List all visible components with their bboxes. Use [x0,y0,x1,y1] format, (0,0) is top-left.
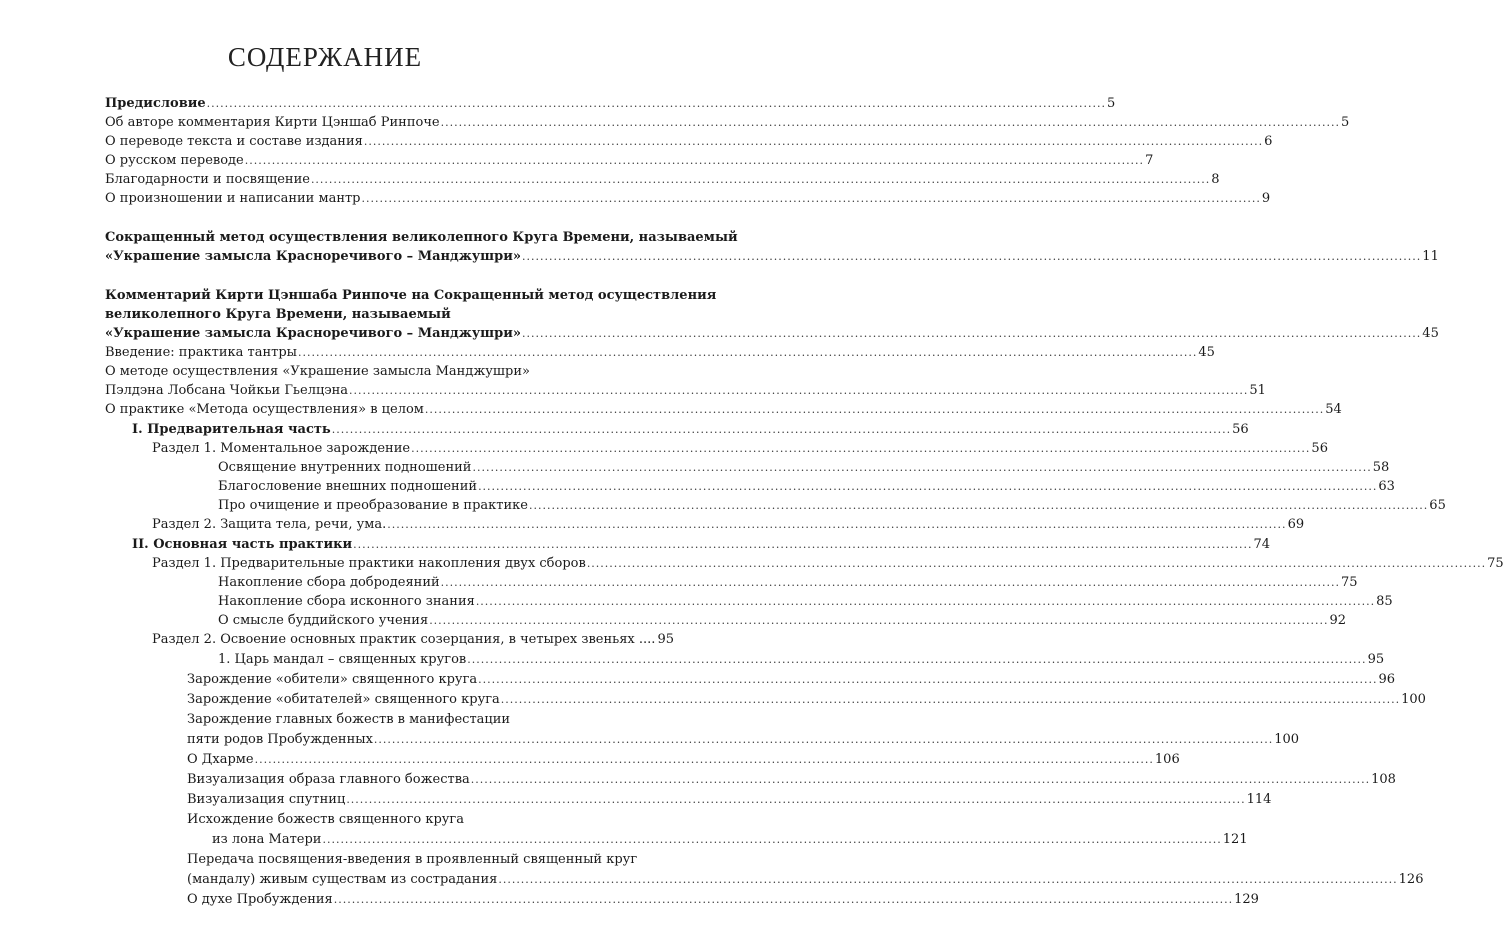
toc-page-number: 85 [1376,594,1393,609]
toc-label: Про очищение и преобразование в практике [218,498,528,513]
dot-leader: ........................................................................................................................................................................................................ [528,499,1429,512]
toc-page-number: 7 [1145,153,1154,168]
toc-label: Зарождение «обитателей» священного круга [187,692,500,707]
toc-entry[interactable] [0,343,1215,362]
toc-entry[interactable] [0,573,1358,592]
toc-label: Визуализация спутниц [187,792,346,807]
toc-page-number: 95 [657,632,674,647]
toc-entry[interactable] [0,554,1504,573]
toc-entry[interactable] [0,324,1439,343]
toc-label: (мандалу) живым существам из сострадания [187,872,498,887]
toc-page-number: 45 [1422,326,1439,341]
toc-label: «Украшение замысла Красноречивого – Манджушри» [105,326,521,341]
toc-label: «Украшение замысла Красноречивого – Манджушри» [105,249,521,264]
toc-page-number: 58 [1372,460,1390,475]
dot-leader: ........................................................................................................................................................................................................ [346,793,1246,806]
dot-leader: ........................................................................................................................................................................................................ [411,442,1311,455]
toc-entry[interactable] [0,247,1439,266]
toc-label: Исхождение божеств священного круга [187,812,464,827]
toc-entry[interactable] [0,381,1266,400]
dot-leader: ........................................................................................................................................................................................................ [429,614,1329,627]
dot-leader: ........................................................................................................................................................................................................ [331,423,1232,436]
toc-page-number: 11 [1422,249,1439,264]
toc-entry[interactable] [0,850,650,869]
dot-leader: ........................................................................................................................................................................................................ [586,557,1487,570]
toc-page-number: 92 [1329,613,1347,628]
toc-label: Накопление сбора исконного знания [218,594,475,609]
toc-label: Пэлдэна Лобсана Чойкьи Гьелцэна [105,383,349,398]
toc-label: Об авторе комментария Кирти Цэншаб Ринпоче [105,115,440,130]
toc-label: I. Предварительная часть [132,422,331,437]
toc-entry[interactable] [0,420,1249,439]
toc-label: 1. Царь мандал – священных кругов [218,652,467,667]
toc-label: Сокращенный метод осуществления великолепного Круга Времени, называемый [105,230,738,245]
toc-label: II. Основная часть практики [132,537,353,552]
dot-leader: ........................................................................................................................................................................................................ [521,327,1422,340]
dot-leader: ........................................................................................................................................................................................................ [298,346,1198,359]
toc-page-number: 5 [1106,96,1116,111]
toc-label: великолепного Круга Времени, называемый [105,307,451,322]
dot-leader: ........................................................................................................................................................................................................ [424,403,1325,416]
toc-entry[interactable] [0,830,1248,849]
toc-page-number: 56 [1232,422,1249,437]
toc-entry[interactable] [0,670,1396,689]
toc-entry[interactable] [0,611,1347,630]
toc-label: О русском переводе [105,153,244,168]
toc-entry[interactable] [0,810,650,829]
toc-label: О произношении и написании мантр [105,191,361,206]
dot-leader: ........................................................................................................................................................................................................ [322,833,1222,846]
toc-label: Накопление сбора добродеяний [218,575,440,590]
toc-entry[interactable] [0,650,1385,669]
toc-label: Раздел 2. Защита тела, речи, ума. [152,517,387,532]
toc-label: Благословение внешних подношений [218,479,478,494]
dot-leader: ........................................................................................................................................................................................................ [310,173,1211,186]
toc-page-number: 63 [1378,479,1395,494]
toc-page-number: 74 [1253,537,1271,552]
toc-page-number: 100 [1274,732,1300,747]
toc-page-number: 114 [1246,792,1272,807]
toc-entry[interactable] [0,151,1154,170]
toc-entry[interactable] [0,750,1180,769]
toc-label: Раздел 1. Моментальное зарождение [152,441,411,456]
page-title: СОДЕРЖАНИЕ [227,42,423,72]
toc-entry[interactable] [0,400,1342,419]
dot-leader: ........................................................................................................................................................................................................ [361,192,1261,205]
toc-page-number: 106 [1154,752,1180,767]
toc-page-number: 100 [1401,692,1426,707]
toc-entry[interactable] [0,592,1393,611]
toc-entry[interactable] [0,94,1116,113]
dot-leader: ........................................................................................................................................................................................................ [498,873,1398,886]
toc-label: О духе Пробуждения [187,892,333,907]
toc-page-number: 56 [1311,441,1328,456]
dot-leader: ........................................................................................................................................................................................................ [373,733,1274,746]
toc-entry[interactable] [0,477,1395,496]
toc-label: Предисловие [105,96,206,111]
dot-leader: ........................................................................................................................................................................................................ [440,116,1340,129]
dot-leader: ........................................................................................................................................................................................................ [470,773,1371,786]
toc-entry[interactable] [0,132,1273,151]
toc-label: из лона Матери [212,832,322,847]
dot-leader: ........................................................................................................................................................................................................ [478,673,1378,686]
toc-label: Визуализация образа главного божества [187,772,470,787]
toc-entry[interactable] [0,690,1426,709]
toc-page-number: 75 [1340,575,1358,590]
toc-page-number: 75 [1487,556,1504,571]
toc-entry[interactable] [0,286,717,305]
dot-leader: ........................................................................................................................................................................................................ [387,518,1287,531]
toc-entry[interactable] [0,113,1350,132]
toc-entry[interactable] [0,170,1220,189]
toc-page-number: 126 [1398,872,1424,887]
toc-label: О смысле буддийского учения [218,613,429,628]
toc-page-number: 95 [1367,652,1385,667]
toc-entry[interactable] [0,890,1259,909]
dot-leader: ........................................................................................................................................................................................................ [440,576,1340,589]
toc-entry[interactable] [0,189,1271,208]
toc-entry[interactable] [0,305,650,324]
toc-entry[interactable] [0,515,1305,534]
toc-page-number: 6 [1264,134,1273,149]
dot-leader: ........................................................................................................................................................................................................ [478,480,1378,493]
toc-page-number: 121 [1222,832,1248,847]
toc-label: О практике «Метода осуществления» в целом [105,402,424,417]
toc-entry[interactable] [0,362,650,381]
dot-leader: ........................................................................................................................................................................................................ [500,693,1401,706]
toc-page-number: 9 [1261,191,1271,206]
toc-page-number: 54 [1325,402,1342,417]
toc-label: О переводе текста и составе издания [105,134,363,149]
toc-label: О Дхарме [187,752,254,767]
dot-leader: ........................................................................................................................................................................................................ [521,250,1422,263]
toc-entry[interactable] [0,535,1271,554]
dot-leader: ........................................................................................................................................................................................................ [254,753,1154,766]
dot-leader: ........................................................................................................................................................................................................ [475,595,1376,608]
toc-label: Зарождение главных божеств в манифестации [187,712,511,727]
toc-label: пяти родов Пробужденных [187,732,373,747]
toc-entry[interactable] [0,790,1272,809]
toc-entry[interactable] [0,439,1328,458]
dot-leader: ........................................................................................................................................................................................................ [244,154,1145,167]
toc-page-number: 51 [1249,383,1266,398]
toc-entry[interactable] [0,870,1424,889]
toc-page-number: 108 [1371,772,1396,787]
dot-leader: ........................................................................................................................................................................................................ [467,653,1367,666]
dot-leader: ........................................................................................................................................................................................................ [353,538,1253,551]
toc-entry[interactable] [0,730,1300,749]
toc-entry[interactable] [0,710,650,729]
toc-label: Освящение внутренних подношений [218,460,472,475]
toc-page-number: 96 [1378,672,1396,687]
toc-entry[interactable] [0,496,1446,515]
toc-page-number: 69 [1287,517,1305,532]
toc-page-number: 65 [1429,498,1446,513]
toc-entry[interactable] [0,770,1396,789]
toc-page-number: 129 [1234,892,1259,907]
toc-label: Раздел 1. Предварительные практики накопления двух сборов [152,556,586,571]
toc-label: О методе осуществления «Украшение замысла Манджушри» [105,364,530,379]
toc-label: Комментарий Кирти Цэншаба Ринпоче на Сокращенный метод осуществления [105,288,717,303]
toc-entry[interactable] [0,458,1390,477]
toc-entry[interactable] [0,228,738,247]
toc-page-number: 5 [1340,115,1350,130]
dot-leader: ........................................................................................................................................................................................................ [363,135,1264,148]
toc-entry[interactable] [0,630,674,649]
dot-leader: ........................................................................................................................................................................................................ [333,893,1234,906]
dot-leader: ........................................................................................................................................................................................................ [472,461,1372,474]
toc-label: Передача посвящения-введения в проявленный священный круг [187,852,638,867]
toc-page-number: 8 [1211,172,1220,187]
toc-label: Введение: практика тантры [105,345,297,360]
dot-leader: ........................................................................................................................................................................................................ [349,384,1249,397]
toc-page-number: 45 [1198,345,1215,360]
toc-label: Благодарности и посвящение [105,172,310,187]
toc-label: Раздел 2. Освоение основных практик созерцания, в четырех звеньях .... [152,632,656,647]
dot-leader: ........................................................................................................................................................................................................ [206,97,1106,110]
toc-label: Зарождение «обители» священного круга [187,672,478,687]
